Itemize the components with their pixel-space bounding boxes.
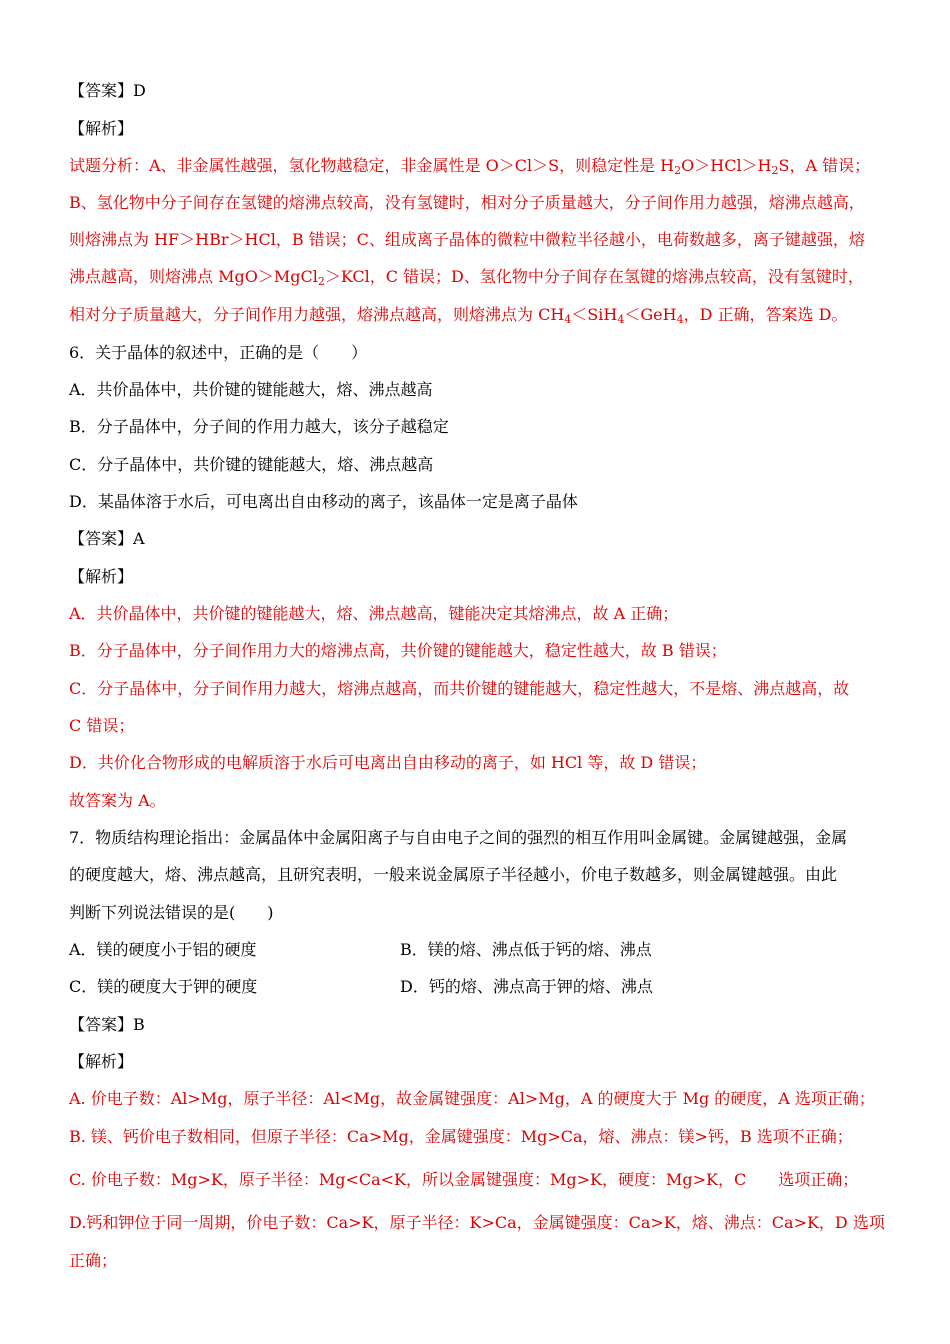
q6-explanation-c-line-1: C．分子晶体中，分子间作用力越大，熔沸点越高，而共价键的键能越大，稳定性越大，不是熔、沸点越高，故 — [69, 679, 850, 698]
q7-option-a: A．镁的硬度小于铝的硬度 — [69, 940, 257, 959]
q7-explanation-c: C. 价电子数：Mg>K，原子半径：Mg<Ca<K，所以金属键强度：Mg>K，硬度：Mg>K，C 选项正确； — [69, 1170, 859, 1189]
q6-option-d: D．某晶体溶于水后，可电离出自由移动的离子，该晶体一定是离子晶体 — [69, 492, 578, 511]
q7-stem-line-3: 判断下列说法错误的是( ) — [69, 903, 274, 922]
q5-explanation-line-1 — [69, 156, 870, 176]
q6-answer: 【答案】A — [69, 529, 145, 548]
q7-option-c: C．镁的硬度大于钾的硬度 — [69, 977, 258, 996]
q5-answer: 【答案】D — [69, 81, 146, 100]
q5-expl-l1c: S，A 错误； — [778, 156, 871, 175]
q5-expl-l5c: ＜GeH — [624, 305, 677, 324]
q5-analysis-label: 【解析】 — [69, 119, 134, 138]
q6-option-a: A．共价晶体中，共价键的键能越大，熔、沸点越高 — [69, 380, 433, 399]
q6-question: 6．关于晶体的叙述中，正确的是（ ） — [69, 343, 368, 362]
subscript: 4 — [617, 313, 625, 326]
subscript: 2 — [317, 275, 325, 288]
q5-explanation-line-3: 则熔沸点为 HF＞HBr＞HCl，B 错误；C、组成离子晶体的微粒中微粒半径越小，电荷数越多，离子键越强，熔 — [69, 230, 865, 249]
q7-explanation-b: B. 镁、钙价电子数相同，但原子半径：Ca>Mg，金属键强度：Mg>Ca，熔、沸点：镁>钙，B 选项不正确； — [69, 1127, 853, 1146]
q5-expl-l1b: O＞HCl＞H — [681, 156, 772, 175]
subscript: 2 — [674, 164, 682, 177]
q6-explanation-a: A．共价晶体中，共价键的键能越大，熔、沸点越高，键能决定其熔沸点，故 A 正确； — [69, 604, 679, 623]
q7-explanation-d-line-1: D.钙和钾位于同一周期，价电子数：Ca>K，原子半径：K>Ca，金属键强度：Ca>K，熔、沸点：Ca>K，D 选项 — [69, 1213, 885, 1232]
q5-explanation-line-5 — [69, 305, 847, 325]
q7-option-d: D．钙的熔、沸点高于钾的熔、沸点 — [400, 977, 653, 996]
q5-expl-l4a: 沸点越高，则熔沸点 MgO＞MgCl — [69, 267, 318, 286]
q6-explanation-d: D．共价化合物形成的电解质溶于水后可电离出自由移动的离子，如 HCl 等，故 D 错误； — [69, 753, 707, 772]
q5-explanation-line-4 — [69, 267, 864, 287]
q5-expl-l5b: ＜SiH — [571, 305, 618, 324]
subscript: 4 — [676, 313, 684, 326]
q6-analysis-label: 【解析】 — [69, 567, 134, 586]
q6-explanation-c-line-2: C 错误； — [69, 716, 135, 735]
subscript: 2 — [771, 164, 779, 177]
q6-option-c: C．分子晶体中，共价键的键能越大，熔、沸点越高 — [69, 455, 434, 474]
q7-analysis-label: 【解析】 — [69, 1052, 134, 1071]
q7-option-b: B．镁的熔、沸点低于钙的熔、沸点 — [400, 940, 652, 959]
q5-expl-l5d: ，D 正确，答案选 D。 — [683, 305, 848, 324]
q5-expl-l5a: 相对分子质量越大，分子间作用力越强，熔沸点越高，则熔沸点为 CH — [69, 305, 565, 324]
q6-option-b: B．分子晶体中，分子间的作用力越大，该分子越稳定 — [69, 417, 449, 436]
q7-answer: 【答案】B — [69, 1015, 145, 1034]
q7-explanation-d-line-2: 正确； — [69, 1251, 118, 1270]
subscript: 4 — [564, 313, 572, 326]
q6-explanation-b: B．分子晶体中，分子间作用力大的熔沸点高，共价键的键能越大，稳定性越大，故 B 错误； — [69, 641, 727, 660]
q5-expl-l4b: ＞KCl，C 错误；D、氢化物中分子间存在氢键的熔沸点较高，没有氢键时， — [324, 267, 864, 286]
q7-explanation-a: A. 价电子数：Al>Mg，原子半径：Al<Mg，故金属键强度：Al>Mg，A 的硬度大于 Mg 的硬度，A 选项正确； — [69, 1089, 875, 1108]
q5-explanation-line-2: B、氢化物中分子间存在氢键的熔沸点较高，没有氢键时，相对分子质量越大，分子间作用力越强，熔沸点越高， — [69, 193, 865, 212]
q7-stem-line-1: 7．物质结构理论指出：金属晶体中金属阳离子与自由电子之间的强烈的相互作用叫金属键。金属键越强，金属 — [69, 828, 848, 847]
q5-expl-l1a: 试题分析：A、非金属性越强，氢化物越稳定，非金属性是 O＞Cl＞S，则稳定性是 H — [69, 156, 675, 175]
q6-conclusion: 故答案为 A。 — [69, 791, 166, 810]
q7-stem-line-2: 的硬度越大，熔、沸点越高，且研究表明，一般来说金属原子半径越小，价电子数越多，则金属键越强。由此 — [69, 865, 838, 884]
